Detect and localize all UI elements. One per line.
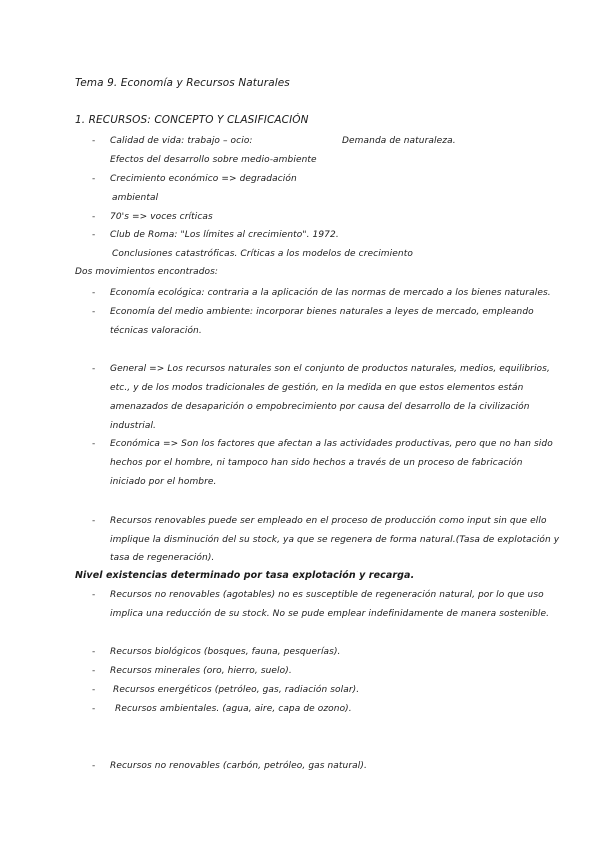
text-line: Recursos biológicos (bosques, fauna, pesquerías). <box>110 647 341 657</box>
bullet-dash: - <box>92 590 96 600</box>
text-line: implique la disminución del su stock, ya que se regenera de forma natural.(Tasa de explotación y <box>110 535 560 545</box>
text-line: Recursos minerales (oro, hierro, suelo). <box>110 666 292 676</box>
bullet-dash: - <box>92 136 96 146</box>
bullet-dash: - <box>92 439 96 449</box>
text-line: tasa de regeneración). <box>110 553 215 563</box>
text-line: General => Los recursos naturales son el conjunto de productos naturales, medios, equilibrios, <box>110 364 550 374</box>
bullet-dash: - <box>92 647 96 657</box>
bullet-dash: - <box>92 288 96 298</box>
bold-note: Nivel existencias determinado por tasa explotación y recarga. <box>75 570 415 581</box>
bullet-dash: - <box>92 174 96 184</box>
bullet-dash: - <box>92 685 96 695</box>
text-line: Recursos no renovables (carbón, petróleo, gas natural). <box>110 761 367 771</box>
document-title: Tema 9. Economía y Recursos Naturales <box>75 77 290 89</box>
text-line: etc., y de los modos tradicionales de gestión, en la medida en que estos elementos están <box>110 383 524 393</box>
text-line: Economía del medio ambiente: incorporar bienes naturales a leyes de mercado, empleando <box>110 307 534 317</box>
bullet-dash: - <box>92 364 96 374</box>
text-line: ambiental <box>112 193 159 203</box>
text-line: Recursos renovables puede ser empleado en el proceso de producción como input sin que ello <box>110 516 547 526</box>
text-line: implica una reducción de su stock. No se pude emplear indefinidamente de manera sostenible. <box>110 609 550 619</box>
text-line: iniciado por el hombre. <box>110 477 217 487</box>
bullet-dash: - <box>92 666 96 676</box>
text-line: Conclusiones catastróficas. Críticas a los modelos de crecimiento <box>112 249 413 259</box>
text-line: Recursos no renovables (agotables) no es susceptible de regeneración natural, por lo que uso <box>110 590 544 600</box>
bullet-dash: - <box>92 516 96 526</box>
text-line: Calidad de vida: trabajo – ocio: <box>110 136 253 146</box>
bullet-dash: - <box>92 230 96 240</box>
text-line: Club de Roma: "Los límites al crecimiento". 1972. <box>110 230 339 240</box>
text-line: Efectos del desarrollo sobre medio-ambiente <box>110 155 317 165</box>
text-line: Crecimiento económico => degradación <box>110 174 297 184</box>
text-line: Económica => Son los factores que afectan a las actividades productivas, pero que no han sido <box>110 439 553 449</box>
section-heading: 1. RECURSOS: CONCEPTO Y CLASIFICACIÓN <box>75 114 309 126</box>
text-line: 70's => voces críticas <box>110 212 213 222</box>
text-line: Recursos energéticos (petróleo, gas, radiación solar). <box>113 685 360 695</box>
text-line: técnicas valoración. <box>110 326 202 336</box>
text-line: Dos movimientos encontrados: <box>75 267 219 277</box>
bullet-dash: - <box>92 307 96 317</box>
bullet-dash: - <box>92 761 96 771</box>
text-line: hechos por el hombre, ni tampoco han sido hechos a través de un proceso de fabricación <box>110 458 523 468</box>
text-line: Recursos ambientales. (agua, aire, capa de ozono). <box>115 704 352 714</box>
text-line: Economía ecológica: contraria a la aplicación de las normas de mercado a los bienes naturales. <box>110 288 551 298</box>
bullet-dash: - <box>92 212 96 222</box>
text-line: Demanda de naturaleza. <box>342 136 456 146</box>
bullet-dash: - <box>92 704 96 714</box>
text-line: amenazados de desaparición o empobrecimiento por causa del desarrollo de la civilización <box>110 402 530 412</box>
text-line: industrial. <box>110 421 157 431</box>
